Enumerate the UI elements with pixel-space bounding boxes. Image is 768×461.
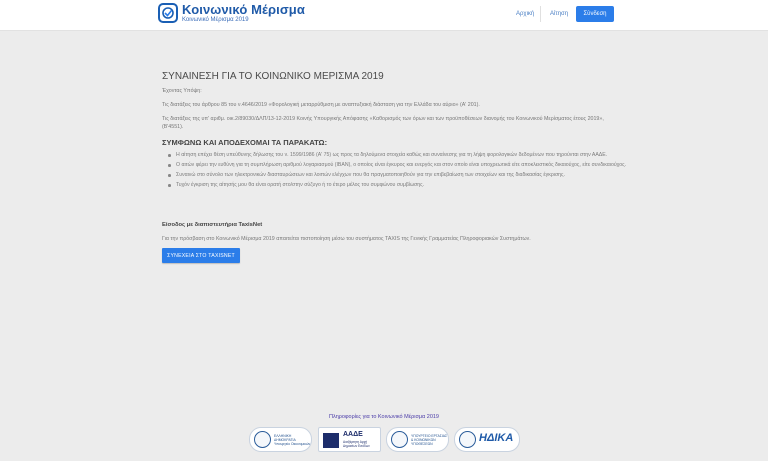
idika-logo-text: ΗΔΙΚΑ [479,432,514,444]
idika-emblem-icon [459,431,476,448]
taxisnet-info: Για την πρόσβαση στο Κοινωνικό Μέρισμα 2019 απαιτείται πιστοποίηση μέσω του συστήματος TAXIS της Γενικής Γραμματείας Πληροφοριακών Συστημάτων. [162,236,531,242]
ministry-labour-logo[interactable] [386,427,449,452]
intro-decision-text: Τις διατάξεις της υπ' αριθμ. οικ.2/89030/ΔΛΠ/13-12-2019 Κοινής Υπουργικής Απόφασης «Καθορισμός των όρων και των προϋποθέσεων διανομής του Κοινωνικού Μερίσματος έτους 2019», (Β'4551). [162,116,604,130]
labour-logo-text: ΥΠΟΥΡΓΕΙΟ ΕΡΓΑΣΙΑΣ & ΚΟΙΝΩΝΙΚΩΝ ΥΠΟΘΕΣΕΩΝ [411,434,448,446]
ministry-logo-text: ΕΛΛΗΝΙΚΗ ΔΗΜΟΚΡΑΤΙΑ Υπουργείο Οικονομικών [274,434,311,446]
brand-subtitle: Κοινωνικό Μέρισμα 2019 [182,17,249,23]
taxisnet-title: Είσοδος με διαπιστευτήρια TaxisNet [162,222,263,228]
ministry-finance-logo[interactable] [249,427,312,452]
brand-title[interactable]: Κοινωνικό Μέρισμα [182,2,305,17]
continue-taxisnet-button[interactable]: ΣΥΝΕΧΕΙΑ ΣΤΟ TAXISNET [162,248,240,263]
terms-list-item: Ο αιτών φέρει την ευθύνη για τη συμπλήρωση αριθμού λογαριασμού (IBAN), ο οποίος είναι έγκυρος και ενεργός και στον οποίο είναι υποχρεωτικά είτε αποκλειστικός δικαιούχος, είτε συνδικαιούχος. [168,161,628,169]
brand-logo-icon[interactable] [158,3,178,23]
nav-application-link[interactable]: Αίτηση [550,11,569,17]
page-title: ΣΥΝΑΙΝΕΣΗ ΓΙΑ ΤΟ ΚΟΙΝΩΝΙΚΟ ΜΕΡΙΣΜΑ 2019 [162,71,384,82]
aade-logo[interactable] [318,427,381,452]
footer-info-link[interactable]: Πληροφορίες για το Κοινωνικό Μέρισμα 2019 [329,414,439,420]
terms-list-item: Συναινώ στο σύνολο των ηλεκτρονικών διασταυρώσεων και λοιπών ελέγχων που θα πραγματοποιηθούν για την επιβεβαίωση των στοιχείων και της διαδικασίας έγκρισης. [168,171,628,179]
idika-logo[interactable] [454,427,520,452]
top-header [0,0,768,31]
nav-divider [540,6,541,22]
terms-list [168,151,628,191]
agree-title: ΣΥΜΦΩΝΩ ΚΑΙ ΑΠΟΔΕΧΟΜΑΙ ΤΑ ΠΑΡΑΚΑΤΩ: [162,138,328,147]
login-button[interactable]: Σύνδεση [576,6,614,22]
terms-list-item: Τυχόν έγκριση της αίτησής μου θα είναι ορατή στο/στην σύζυγο ή το έτερο μέλος του συμφώνου συμβίωσης. [168,181,628,189]
greek-emblem-icon [391,431,408,448]
aade-logo-subtitle: Ανεξάρτητη Αρχή Δημοσίων Εσόδων [343,440,370,448]
terms-list-item: Η αίτηση επέχει θέση υπεύθυνης δήλωσης του ν. 1599/1986 (Α' 75) ως προς τα δηλούμενα στοιχεία καθώς και συναίνεσης για τη λήψη φορολογικών δεδομένων που τηρούνται στην ΑΑΔΕ. [168,151,628,159]
intro-law-text: Τις διατάξεις του άρθρου 85 του ν.4646/2019 «Φορολογική μεταρρύθμιση με αναπτυξιακή διάσταση για την Ελλάδα του αύριο» (Α' 201). [162,102,480,108]
intro-heading: Έχοντας Υπόψη: [162,88,202,94]
greek-emblem-icon [254,431,271,448]
aade-mark-icon [323,433,339,448]
nav-home-link[interactable]: Αρχική [516,11,535,17]
aade-logo-title: ΑΑΔΕ [343,431,363,438]
